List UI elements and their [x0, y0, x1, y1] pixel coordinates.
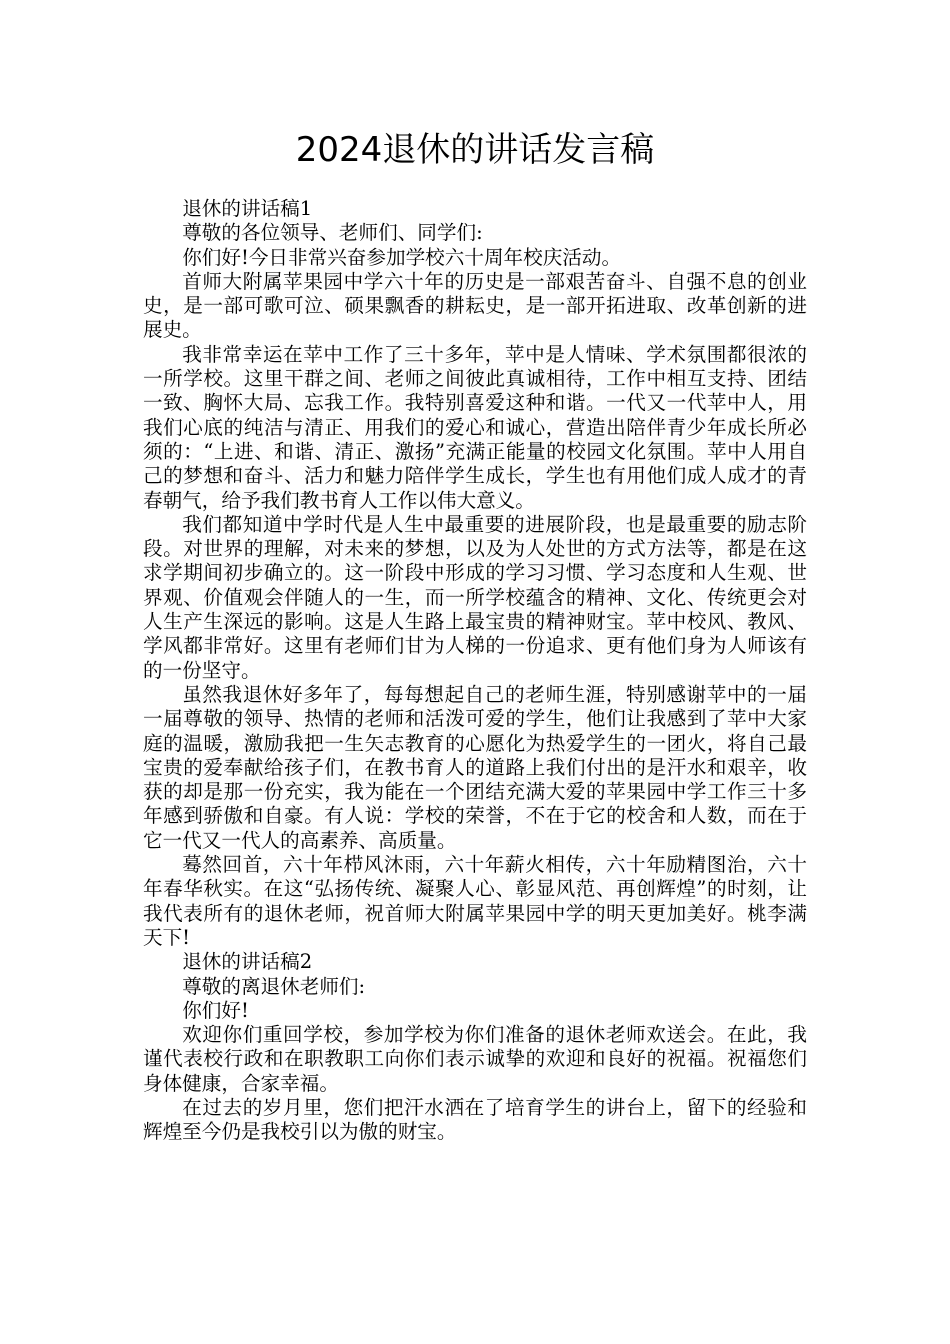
heading-speech-2: 退休的讲话稿2 — [182, 950, 313, 974]
greeting-1: 你们好!今日非常兴奋参加学校六十周年校庆活动。 — [182, 245, 622, 269]
paragraph-retirement-thanks: 虽然我退休好多年了，每每想起自己的老师生涯，特别感谢苹中的一届一届尊敬的领导、热情的老师和活泼可爱的学生，他们让我感到了苹中大家庭的温暖，激励我把一生矢志教育的心愿化为热爱学生的一团火，将自己最宝贵的爱奉献给孩子们，在教书育人的道路上我们付出的是汗水和艰辛，收获的却是那一份充实，我为能在一个团结充满大爱的苹果园中学工作三十多年感到骄傲和自豪。有人说：学校的荣誉，不在于它的校舍和人数，而在于它一代又一代人的高素养、高质量。 — [143, 682, 807, 852]
paragraph-welcome: 欢迎你们重回学校，参加学校为你们准备的退休老师欢送会。在此，我谨代表校行政和在职教职工向你们表示诚挚的欢迎和良好的祝福。祝福您们身体健康，合家幸福。 — [143, 1023, 807, 1095]
heading-speech-1: 退休的讲话稿1 — [182, 197, 313, 220]
paragraph-work-experience: 我非常幸运在苹中工作了三十多年，苹中是人情味、学术氛围都很浓的一所学校。这里干群之间、老师之间彼此真诚相待，工作中相互支持、团结一致、胸怀大局、忘我工作。我特别喜爱这种和谐。一代又一代苹中人，用我们心底的纯洁与清正、用我们的爱心和诚心，营造出陪伴青少年成长所必须的：“上进、和谐、清正、激扬”充满正能量的校园文化氛围。苹中人用自己的梦想和奋斗、活力和魅力陪伴学生成长，学生也有用他们成人成才的青春朝气，给予我们教书育人工作以伟大意义。 — [143, 342, 807, 512]
paragraph-past-years: 在过去的岁月里，您们把汗水洒在了培育学生的讲台上，留下的经验和辉煌至今仍是我校引以为傲的财宝。 — [143, 1095, 807, 1144]
paragraph-middle-school-stage: 我们都知道中学时代是人生中最重要的进展阶段，也是最重要的励志阶段。对世界的理解，对未来的梦想，以及为人处世的方式方法等，都是在这求学期间初步确立的。这一阶段中形成的学习习惯、学习态度和人生观、世界观、价值观会伴随人的一生，而一所学校蕴含的精神、文化、传统更会对人生产生深远的影响。这是人生路上最宝贵的精神财宝。苹中校风、教风、学风都非常好。这里有老师们甘为人梯的一份追求、更有他们身为人师该有的一份坚守。 — [143, 512, 807, 682]
salutation-1: 尊敬的各位领导、老师们、同学们: — [182, 221, 483, 245]
paragraph-looking-back: 蓦然回首，六十年栉风沐雨，六十年薪火相传，六十年励精图治，六十年春华秋实。在这“弘扬传统、凝聚人心、彰显风范、再创辉煌”的时刻，让我代表所有的退休老师，祝首师大附属苹果园中学的明天更加美好。桃李满天下! — [143, 853, 807, 949]
greeting-2: 你们好! — [182, 998, 249, 1022]
paragraph-history: 首师大附属苹果园中学六十年的历史是一部艰苦奋斗、自强不息的创业史，是一部可歌可泣、硕果飘香的耕耘史，是一部开拓进取、改革创新的进展史。 — [143, 269, 807, 342]
salutation-2: 尊敬的离退休老师们: — [182, 974, 366, 998]
document-body — [143, 197, 807, 1145]
document-title: 2024退休的讲话发言稿 — [295, 130, 655, 170]
